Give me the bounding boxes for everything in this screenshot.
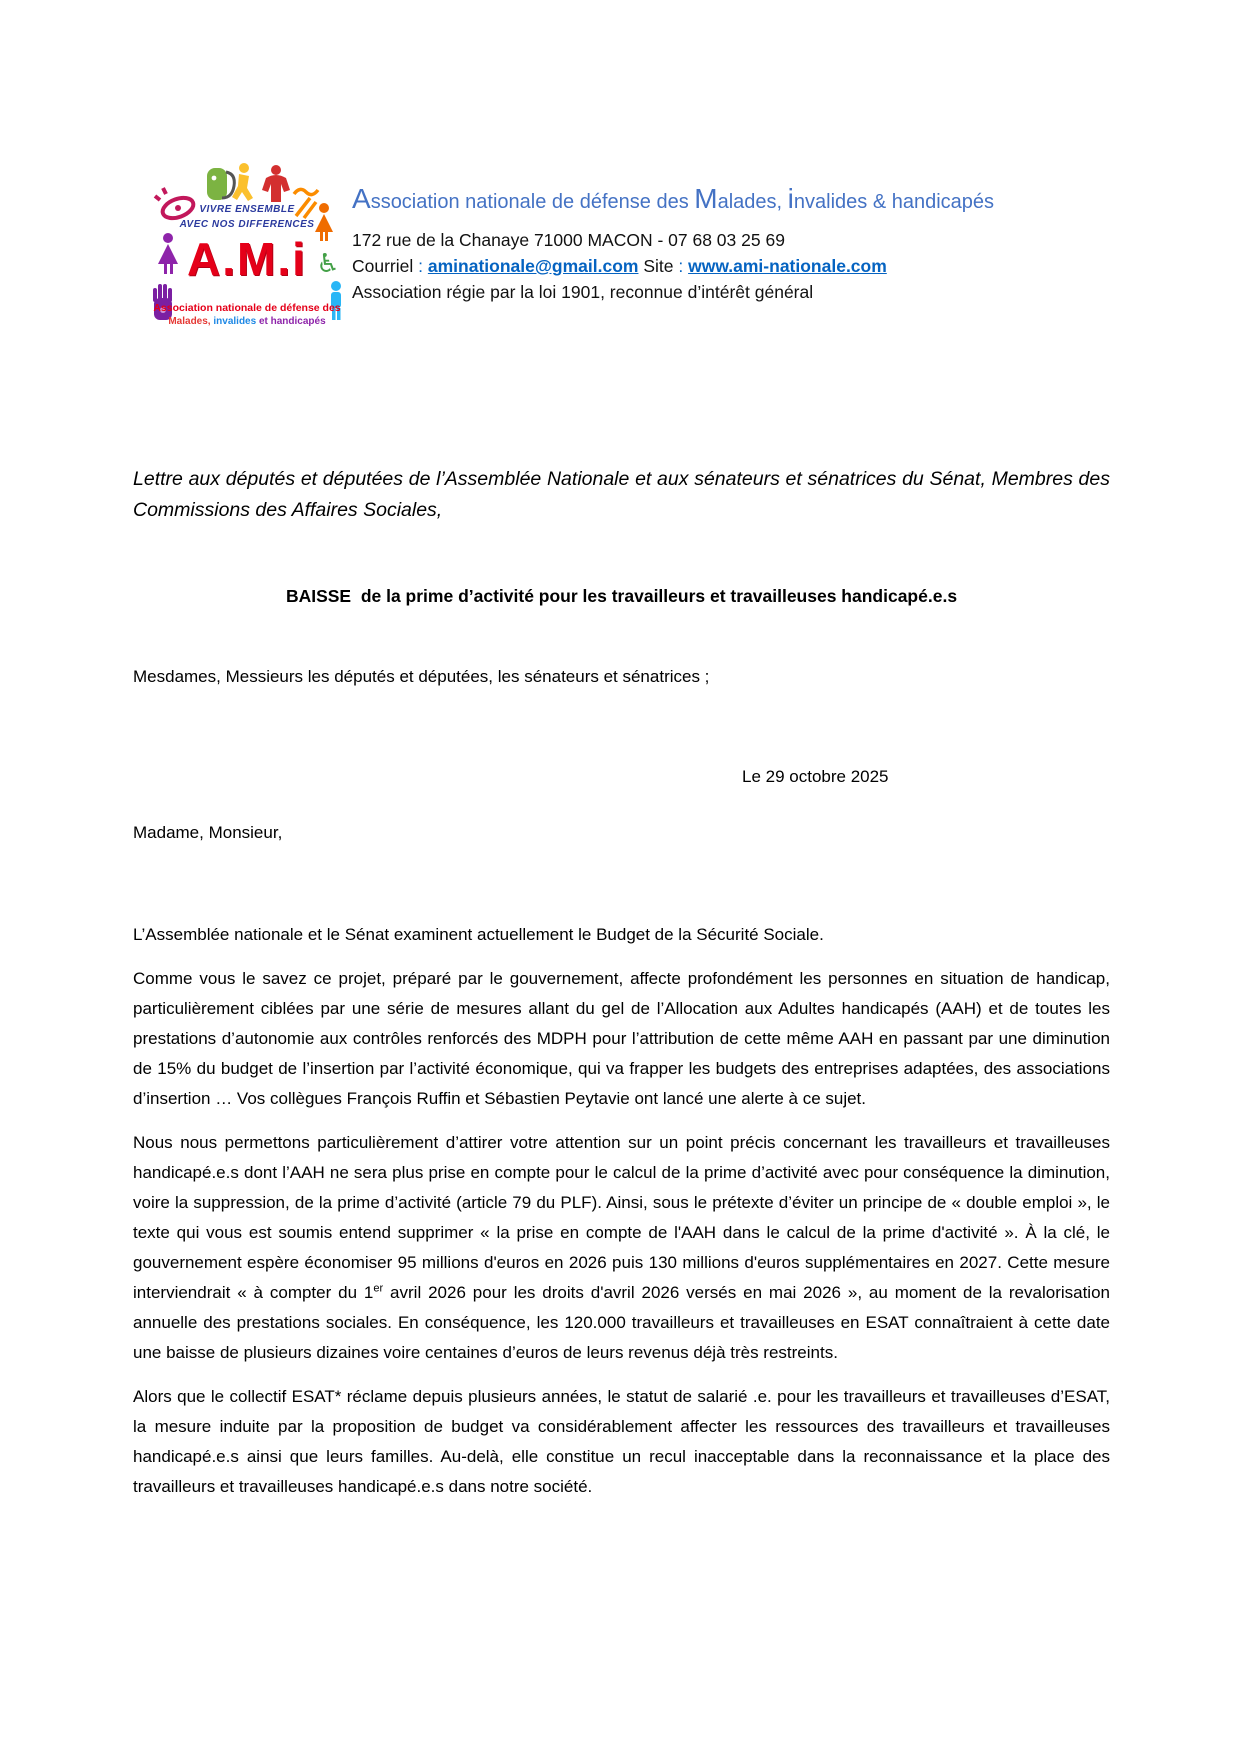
- paragraph: Alors que le collectif ESAT* réclame depuis plusieurs années, le statut de salarié .e. pour les travailleurs et travailleuses d’ESAT, la mesure induite par la proposition de budget va considérablement affecter les ressources des travailleurs et travailleuses handicapé.e.s ainsi que leurs familles. Au-delà, elle constitue un recul inacceptable dans la reconnaissance et la place des travailleurs et travailleuses handicapé.e.s dans notre société.: [133, 1387, 1110, 1496]
- org-legal: Association régie par la loi 1901, reconnue d’intérêt général: [352, 282, 814, 302]
- logo-caption-line1: Association nationale de défense des: [153, 302, 341, 314]
- letter-body: [133, 920, 1110, 1516]
- logo-caption-line2: Malades, invalides et handicapés: [168, 316, 326, 327]
- logo-motto-line2: AVEC NOS DIFFERENCES: [179, 219, 315, 230]
- logo-motto-line1: VIVRE ENSEMBLE: [199, 204, 295, 215]
- org-info: [352, 184, 1112, 305]
- paragraph: L’Assemblée nationale et le Sénat examinent actuellement le Budget de la Sécurité Sociale.: [133, 925, 824, 944]
- org-logo: [146, 160, 348, 334]
- site-label: Site: [643, 256, 674, 276]
- org-contact: Courriel : aminationale@gmail.com Site : www.ami-nationale.com: [352, 256, 887, 276]
- org-address: 172 rue de la Chanaye 71000 MACON - 07 68 03 25 69: [352, 230, 785, 250]
- salutation: Madame, Monsieur,: [133, 823, 283, 842]
- addressee-intro: Lettre aux députés et députées de l’Assemblée Nationale et aux sénateurs et sénatrices du Sénat, Membres des Commissions des Affaires Sociales,: [133, 467, 1110, 521]
- org-title: Association nationale de défense des Malades, invalides & handicapés: [352, 183, 995, 214]
- website-link[interactable]: www.ami-nationale.com: [688, 256, 887, 276]
- greeting-group: Mesdames, Messieurs les députés et députées, les sénateurs et sénatrices ;: [133, 667, 710, 686]
- wheelchair-icon: ♿: [316, 249, 340, 279]
- paragraph: Comme vous le savez ce projet, préparé par le gouvernement, affecte profondément les personnes en situation de handicap, particulièrement ciblées par une série de mesures allant du gel de l’Allocation aux Adultes handicapés (AAH) et de toutes les prestations d’autonomie aux contrôles renforcés des MDPH pour l’attribution de cette même AAH en passant par une diminution de 15% du budget de l’insertion par l’activité économique, qui va frapper les budgets des entreprises adaptées, des associations d’insertion … Vos collègues François Ruffin et Sébastien Peytavie ont lancé une alerte à ce sujet.: [133, 969, 1110, 1108]
- letter-date: Le 29 octobre 2025: [742, 767, 889, 786]
- person-icon: [262, 165, 290, 202]
- paragraph: Nous nous permettons particulièrement d’attirer votre attention sur un point précis concernant les travailleurs et travailleuses handicapé.e.s dont l’AAH ne sera plus prise en compte pour le calcul de la prime d’activité avec pour conséquence la diminution, voire la suppression, de la prime d’activité (article 79 du PLF). Ainsi, sous le prétexte d’éviter un principe de « double emploi », le texte qui vous est soumis entend supprimer « la prise en compte de l'AAH dans le calcul de la prime d'activité ». À la clé, le gouvernement espère économiser 95 millions d'euros en 2026 puis 130 millions d'euros supplémentaires en 2027. Cette mesure interviendrait « à compter du 1er avril 2026 pour les droits d'avril 2026 versés en mai 2026 », au moment de la revalorisation annuelle des prestations sociales. En conséquence, les 120.000 travailleurs et travailleuses en ESAT connaîtraient à cette date une baisse de plusieurs dizaines voire centaines d’euros de leurs revenus déjà très restreints.: [133, 1133, 1110, 1362]
- email-link[interactable]: aminationale@gmail.com: [427, 256, 639, 276]
- courriel-label: Courriel: [352, 256, 414, 276]
- person-icon: [331, 281, 341, 320]
- face-icon: [207, 168, 234, 200]
- letter-subject: BAISSE de la prime d’activité pour les travailleurs et travailleuses handicapé.e.s: [285, 585, 958, 606]
- logo-acronym: A.M.i: [187, 233, 307, 285]
